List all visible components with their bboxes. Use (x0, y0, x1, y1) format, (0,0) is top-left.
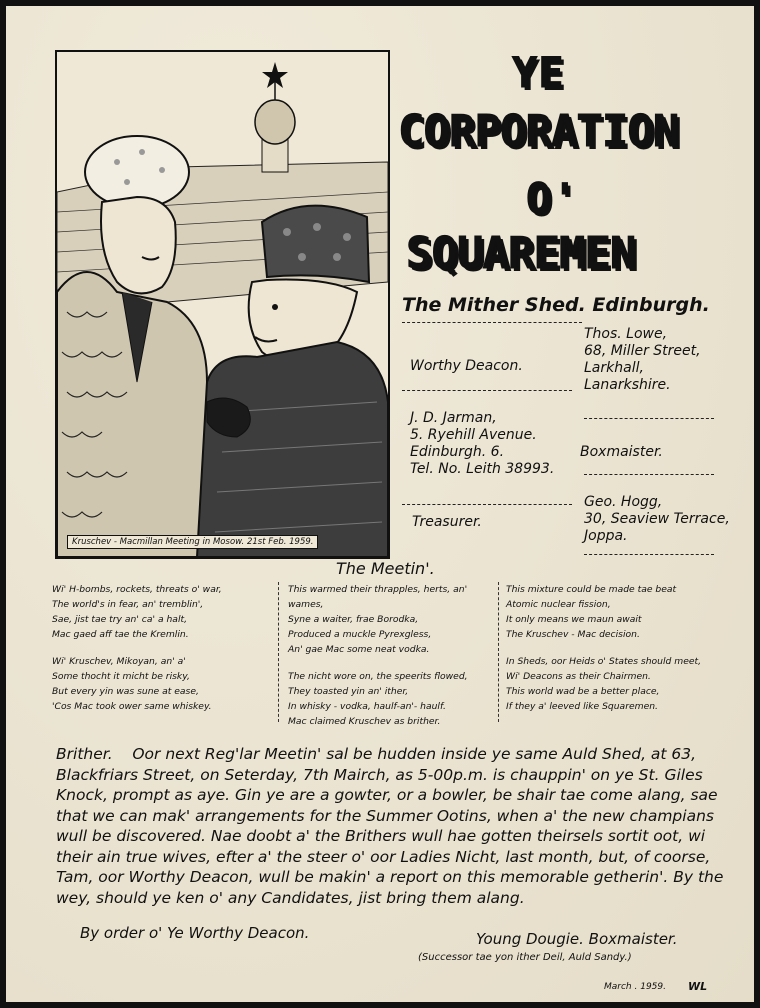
poem-line: An' gae Mac some neat vodka. (288, 644, 430, 655)
subtitle-shed: The Mither Shed. Edinburgh. (402, 294, 710, 316)
stanza-gap (288, 657, 498, 669)
letter-text (56, 744, 736, 908)
address-line: J. D. Jarman, (410, 410, 497, 426)
treasurer-label: Treasurer. (412, 514, 482, 530)
poem-column-2 (288, 582, 498, 729)
kruschev-macmillan-drawing (57, 52, 388, 557)
poem-line: This world wad be a better place, (506, 686, 660, 697)
address-line: 68, Miller Street, (584, 343, 701, 359)
letter-salutation: Brither. (56, 745, 113, 763)
poem-line: Syne a waiter, frae Borodka, (288, 614, 419, 625)
poem-line: It only means we maun await (506, 614, 642, 625)
divider (584, 554, 714, 555)
illustration-caption: Kruschev - Macmillan Meeting in Mosow. 21st Feb. 1959. (67, 535, 318, 549)
poem-line: They toasted yin an' ither, (288, 686, 409, 697)
address-line: Tel. No. Leith 38993. (410, 461, 555, 477)
divider (402, 322, 582, 323)
poem-line: The Kruschev - Mac decision. (506, 629, 640, 640)
poem-line: Sae, jist tae try an' ca' a halt, (52, 614, 188, 625)
poem-column-3 (506, 582, 736, 714)
poem-line: Some thocht it micht be risky, (52, 671, 190, 682)
letter-signature: Young Dougie. Boxmaister. (476, 930, 678, 948)
poem-line: If they a' leeved like Squaremen. (506, 701, 658, 712)
poem-line: In Sheds, oor Heids o' States should meet, (506, 656, 702, 667)
address-line: Geo. Hogg, (584, 494, 663, 510)
illustration-frame (55, 50, 390, 559)
divider (402, 390, 572, 391)
poem-line: Wi' Deacons as their Chairmen. (506, 671, 651, 682)
boxmaister-label: Boxmaister. (580, 444, 663, 460)
poem-line: Atomic nuclear fission, (506, 599, 611, 610)
poem-line: The nicht wore on, the speerits flowed, (288, 671, 468, 682)
poem-line: Mac gaed aff tae the Kremlin. (52, 629, 189, 640)
poem-line: Produced a muckle Pyrexgless, (288, 629, 432, 640)
address-line: 30, Seaview Terrace, (584, 511, 730, 527)
column-separator (498, 582, 499, 722)
poem-line: Mac claimed Kruschev as brither. (288, 716, 441, 727)
poem-line: This warmed their thrapples, herts, an' wames, (288, 584, 468, 610)
letter-closing: By order o' Ye Worthy Deacon. (80, 924, 310, 942)
poem-line: 'Cos Mac took ower same whiskey. (52, 701, 212, 712)
poem-column-1 (52, 582, 274, 714)
divider (584, 418, 714, 419)
poem-line: In whisky - vodka, haulf-an'- haulf. (288, 701, 446, 712)
divider (402, 504, 572, 505)
boxmaister-address (410, 410, 554, 478)
address-line: Larkhall, (584, 360, 644, 376)
title-line-3: O' (526, 174, 579, 223)
deacon-label: Worthy Deacon. (410, 358, 523, 374)
poem-line: This mixture could be made tae beat (506, 584, 677, 595)
letter-body: Oor next Reg'lar Meetin' sal be hudden inside ye same Auld Shed, at 63, Blackfriars Street, on Seterday, 7th Mairch, as 5-00p.m. is chauppin' on ye St. Giles Knock, prompt as aye. Gin ye are a gowter, or a bowler, be shair tae come alang, sae that we can mak' arrangements for the Summer Ootins, when a' the new champians wull be discovered. Nae doobt a' the Brithers wull hae gotten theirsels sortit oot, wi their ain true wives, efter a' the steer o' oor Ladies Nicht, last month, but, of coorse, Tam, oor Worthy Deacon, wull be makin' a report on this memorable getherin'. By the wey, should ye ken o' any Candidates, jist bring them alang. (56, 745, 724, 907)
title-line-1: YE (512, 48, 565, 97)
poem-line: But every yin was sune at ease, (52, 686, 199, 697)
poem-line: Wi' Kruschev, Mikoyan, an' a' (52, 656, 186, 667)
deacon-address (584, 326, 701, 394)
title-line-2: CORPORATION (398, 106, 679, 157)
newsletter-page (6, 6, 754, 1002)
treasurer-address (584, 494, 730, 545)
poem-line: Wi' H-bombs, rockets, threats o' war, (52, 584, 222, 595)
stanza-gap (52, 642, 274, 654)
signature-note: (Successor tae yon ither Deil, Auld Sandy.) (418, 952, 632, 963)
address-line: Edinburgh. 6. (410, 444, 505, 460)
issue-date: March . 1959. (604, 982, 666, 992)
address-line: Thos. Lowe, (584, 326, 668, 342)
initials: WL (688, 980, 708, 993)
address-line: Joppa. (584, 528, 628, 544)
column-separator (278, 582, 279, 722)
address-line: 5. Ryehill Avenue. (410, 427, 537, 443)
title-line-4: SQUAREMEN (406, 228, 636, 279)
stanza-gap (506, 642, 736, 654)
poem-line: The world's in fear, an' tremblin', (52, 599, 204, 610)
divider (584, 474, 714, 475)
poem-title: The Meetin'. (336, 559, 435, 578)
address-line: Lanarkshire. (584, 377, 671, 393)
